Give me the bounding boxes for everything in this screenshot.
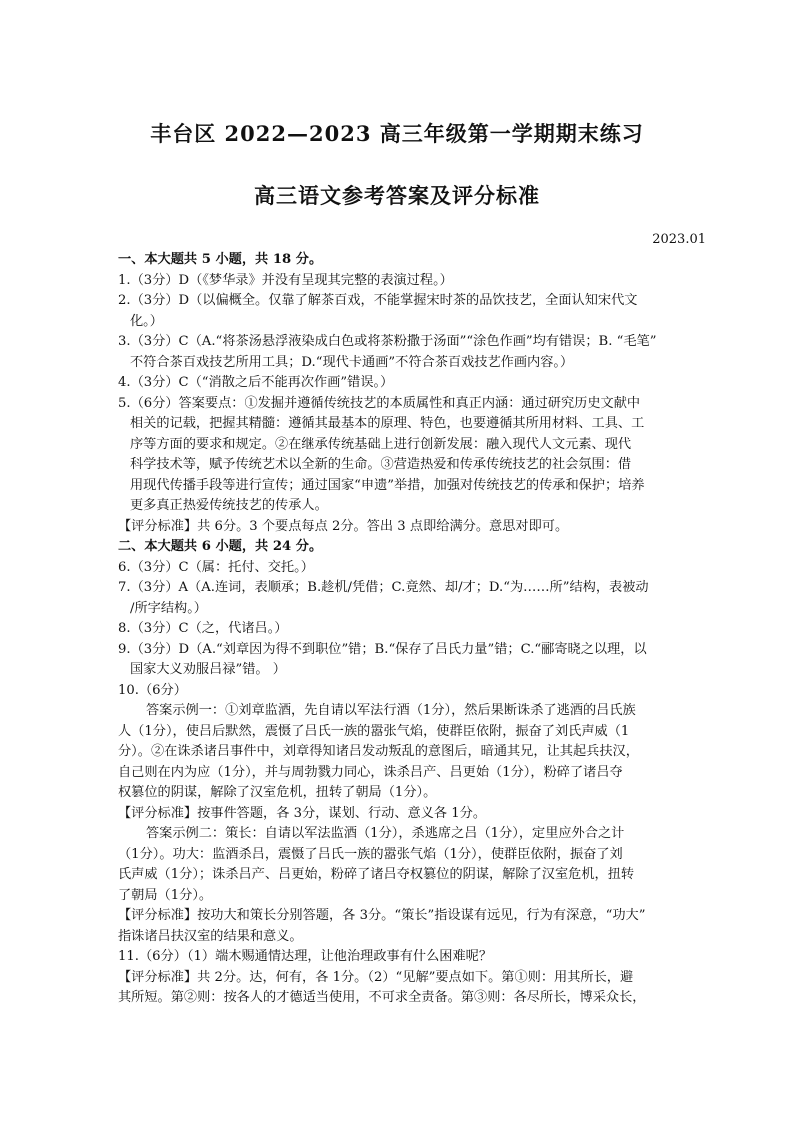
text-line: 用现代传播手段等进行宣传；通过国家“申遗”举措，加强对传统技艺的传承和保护；培养 [130,477,645,493]
document-date: 2023.01 [652,232,706,247]
text-line: 9.（3分）D（A.“刘章因为得不到职位”错；B.“保存了吕氏力量”错；C.“郦寄晓之以理，以 [118,641,647,657]
text-line: 氏声威（1分）；诛杀吕产、吕更始，粉碎了诸吕夺权篡位的阴谋，解除了汉室危机，扭转 [118,867,635,882]
text-line: 1.（3分）D（《梦华录》并没有呈现其完整的表演过程。） [118,272,453,288]
text-line: 2.（3分）D（以偏概全。仅靠了解茶百戏，不能掌握宋时茶的品饮技艺，全面认知宋代文 [118,293,638,308]
text-line: 11.（6分）（1）端木赐通情达理，让他治理政事有什么困难呢？ [118,949,493,964]
text-line: 5.（6分）答案要点：①发掘并遵循传统技艺的本质属性和真正内涵：通过研究历史文献中 [118,395,641,411]
text-line: （1分）。功大：监酒杀吕，震慑了吕氏一族的嚣张气焰（1分），使群臣依附，振奋了刘 [118,846,623,862]
text-line: 分）。②在诛杀诸吕事件中，刘章得知诸吕发动叛乱的意图后，暗通其兄，让其起兵扶汉， [118,744,639,759]
text-line: 8.（3分）C（之，代诸吕。） [118,621,288,636]
text-line: 权篡位的阴谋，解除了汉室危机，扭转了朝局（1分）。 [118,785,437,800]
text-line: 科学技术等，赋予传统艺术以全新的生命。③营造热爱和传承传统技艺的社会氛围：借 [130,457,632,472]
text-line: 6.（3分）C（属：托付、交托。） [118,559,314,575]
text-line: 10.（6分） [118,682,187,698]
text-line: 指诛诸吕扶汉室的结果和意义。 [118,928,303,944]
text-line: 【评分标准】共 2分。达，何有，各 1分。（2）“见解”要点如下。第①则：用其所长，避 [118,969,634,985]
text-line: 自己则在内为应（1分），并与周勃戮力同心，诛杀吕产、吕更始（1分），粉碎了诸吕夺 [118,764,623,780]
text-line: 序等方面的要求和规定。②在继承传统基础上进行创新发展：融入现代人文元素、现代 [130,436,632,452]
document-subtitle: 高三语文参考答案及评分标准 [254,183,540,208]
text-line: 答案示例一：①刘章监酒，先自请以军法行酒（1分），然后果断诛杀了逃酒的吕氏族 [146,703,636,718]
text-line: 4.（3分）C（“消散之后不能再次作画”错误。） [118,375,394,390]
text-line: 更多真正热爱传统技艺的传承人。 [130,498,328,513]
section-heading: 二、本大题共 6 小题，共 24 分。 [118,539,323,554]
text-line: 人（1分），使吕后默然，震慑了吕氏一族的嚣张气焰，使群臣依附，振奋了刘氏声威（1 [118,723,630,739]
answer-body [118,250,683,1009]
text-line: 7.（3分）A（A.连词，表顺承；B.趁机/凭借；C.竟然、却/才；D.“为……所”结构，表被动 [118,580,649,595]
text-line: 不符合茶百戏技艺所用工具；D.“现代卡通画”不符合茶百戏技艺作画内容。） [130,354,574,370]
text-line: 【评分标准】共 6分。3 个要点每点 2分。答出 3 点即给满分。意思对即可。 [118,518,569,534]
text-line: /所字结构。） [130,600,207,616]
section-heading: 一、本大题共 5 小题，共 18 分。 [118,252,323,267]
text-line: 答案示例二：策长：自请以军法监酒（1分），杀逃席之吕（1分），定里应外合之计 [146,826,625,841]
text-line: 3.（3分）C（A.“将茶汤悬浮液染成白色或将茶粉撒于汤面”“涂色作画”均有错误；B. “毛笔” [118,334,657,349]
text-line: 国家大义劝服吕禄”错。 ） [130,662,286,677]
text-line: 相关的记载，把握其精髓：遵循其最基本的原理、特色，也要遵循其所用材料、工具、工 [130,416,645,431]
text-line: 化。） [130,313,163,329]
text-line: 【评分标准】按事件答题，各 3分，谋划、行动、意义各 1分。 [118,805,487,821]
text-line: 【评分标准】按功大和策长分别答题，各 3分。“策长”指设谋有远见，行为有深意，“功大” [118,908,646,923]
text-line: 其所短。第②则：按各人的才德适当使用，不可求全责备。第③则：各尽所长，博采众长， [118,990,646,1005]
text-line: 了朝局（1分）。 [118,887,213,903]
document-title: 丰台区 2022—2023 高三年级第一学期期末练习 [150,121,644,146]
